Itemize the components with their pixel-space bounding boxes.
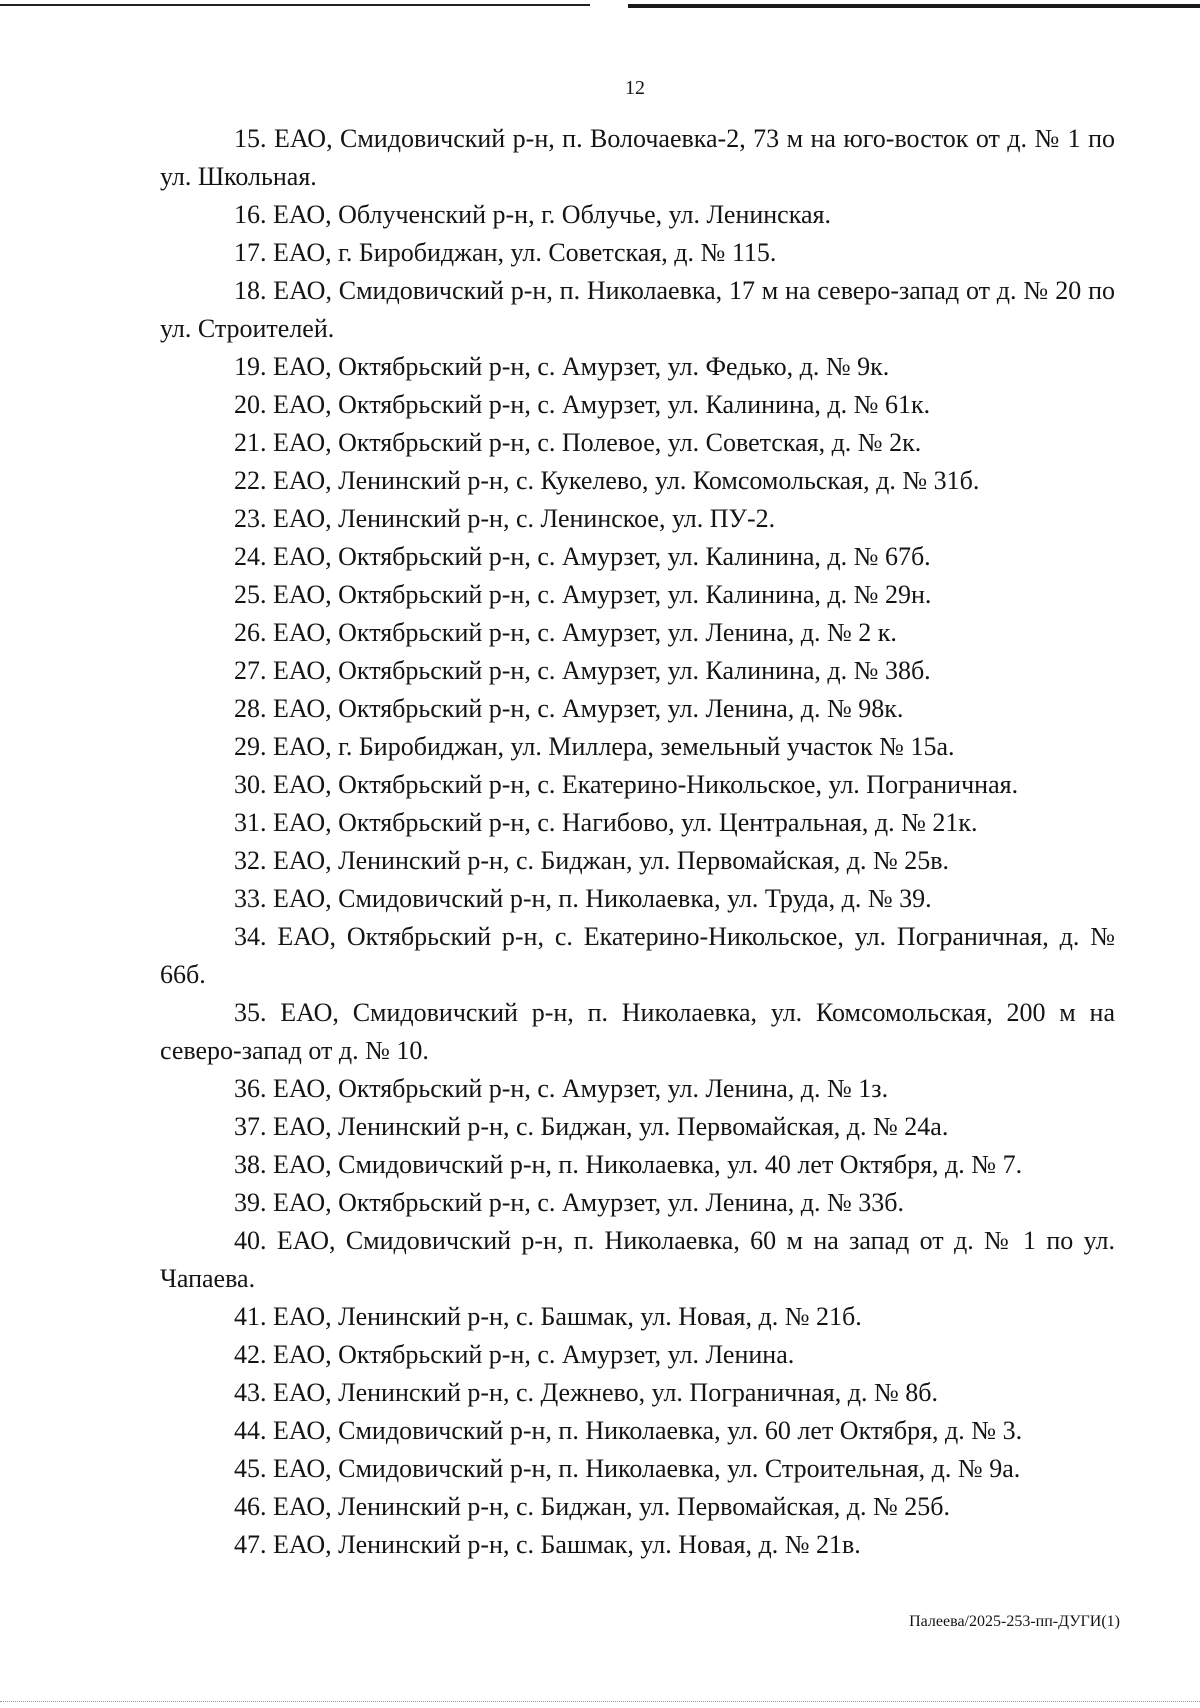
list-item: 37. ЕАО, Ленинский р-н, с. Биджан, ул. Первомайская, д. № 24а. bbox=[234, 1112, 949, 1141]
list-item: 20. ЕАО, Октябрьский р-н, с. Амурзет, ул. Калинина, д. № 61к. bbox=[234, 390, 931, 419]
list-item: 15. ЕАО, Смидовичский р-н, п. Волочаевка-2, 73 м на юго-восток от д. № 1 по ул. Школьная. bbox=[160, 124, 1115, 191]
list-item: 33. ЕАО, Смидовичский р-н, п. Николаевка, ул. Труда, д. № 39. bbox=[234, 884, 932, 913]
list-item: 36. ЕАО, Октябрьский р-н, с. Амурзет, ул. Ленина, д. № 1з. bbox=[234, 1074, 889, 1103]
top-border-line-right bbox=[628, 4, 1200, 8]
list-item: 38. ЕАО, Смидовичский р-н, п. Николаевка, ул. 40 лет Октября, д. № 7. bbox=[234, 1150, 1023, 1179]
list-item: 21. ЕАО, Октябрьский р-н, с. Полевое, ул. Советская, д. № 2к. bbox=[234, 428, 922, 457]
list-item: 46. ЕАО, Ленинский р-н, с. Биджан, ул. Первомайская, д. № 25б. bbox=[234, 1492, 951, 1521]
list-item: 24. ЕАО, Октябрьский р-н, с. Амурзет, ул. Калинина, д. № 67б. bbox=[234, 542, 931, 571]
page-number: 12 bbox=[625, 77, 645, 99]
list-item: 29. ЕАО, г. Биробиджан, ул. Миллера, земельный участок № 15а. bbox=[234, 732, 955, 761]
list-item: 41. ЕАО, Ленинский р-н, с. Башмак, ул. Новая, д. № 21б. bbox=[234, 1302, 862, 1331]
list-item: 27. ЕАО, Октябрьский р-н, с. Амурзет, ул. Калинина, д. № 38б. bbox=[234, 656, 931, 685]
list-item: 43. ЕАО, Ленинский р-н, с. Дежнево, ул. Пограничная, д. № 8б. bbox=[234, 1378, 938, 1407]
list-item: 19. ЕАО, Октябрьский р-н, с. Амурзет, ул. Федько, д. № 9к. bbox=[234, 352, 890, 381]
list-item: 28. ЕАО, Октябрьский р-н, с. Амурзет, ул. Ленина, д. № 98к. bbox=[234, 694, 904, 723]
list-item: 16. ЕАО, Облученский р-н, г. Облучье, ул. Ленинская. bbox=[234, 200, 831, 229]
list-item: 25. ЕАО, Октябрьский р-н, с. Амурзет, ул. Калинина, д. № 29н. bbox=[234, 580, 932, 609]
list-item: 31. ЕАО, Октябрьский р-н, с. Нагибово, ул. Центральная, д. № 21к. bbox=[234, 808, 978, 837]
list-item: 26. ЕАО, Октябрьский р-н, с. Амурзет, ул. Ленина, д. № 2 к. bbox=[234, 618, 897, 647]
list-item: 30. ЕАО, Октябрьский р-н, с. Екатерино-Никольское, ул. Пограничная. bbox=[234, 770, 1019, 799]
list-item: 40. ЕАО, Смидовичский р-н, п. Николаевка, 60 м на запад от д. № 1 по ул. Чапаева. bbox=[160, 1226, 1115, 1293]
list-item: 39. ЕАО, Октябрьский р-н, с. Амурзет, ул. Ленина, д. № 33б. bbox=[234, 1188, 905, 1217]
list-item: 23. ЕАО, Ленинский р-н, с. Ленинское, ул. ПУ-2. bbox=[234, 504, 776, 533]
bottom-scan-edge bbox=[0, 1700, 1200, 1702]
list-item: 18. ЕАО, Смидовичский р-н, п. Николаевка, 17 м на северо-запад от д. № 20 по ул. Строителей. bbox=[160, 276, 1115, 343]
list-item: 44. ЕАО, Смидовичский р-н, п. Николаевка, ул. 60 лет Октября, д. № 3. bbox=[234, 1416, 1023, 1445]
top-border-line-left bbox=[0, 4, 590, 6]
list-item: 47. ЕАО, Ленинский р-н, с. Башмак, ул. Новая, д. № 21в. bbox=[234, 1530, 861, 1559]
document-code: Палеева/2025-253-пп-ДУГИ(1) bbox=[909, 1613, 1120, 1630]
list-item: 45. ЕАО, Смидовичский р-н, п. Николаевка, ул. Строительная, д. № 9а. bbox=[234, 1454, 1021, 1483]
list-item: 22. ЕАО, Ленинский р-н, с. Кукелево, ул. Комсомольская, д. № 31б. bbox=[234, 466, 980, 495]
list-item: 34. ЕАО, Октябрьский р-н, с. Екатерино-Никольское, ул. Пограничная, д. № 66б. bbox=[160, 922, 1115, 989]
list-item: 35. ЕАО, Смидовичский р-н, п. Николаевка, ул. Комсомольская, 200 м на северо-запад от д. № 10. bbox=[160, 998, 1115, 1065]
list-item: 42. ЕАО, Октябрьский р-н, с. Амурзет, ул. Ленина. bbox=[234, 1340, 795, 1369]
list-item: 32. ЕАО, Ленинский р-н, с. Биджан, ул. Первомайская, д. № 25в. bbox=[234, 846, 950, 875]
list-item: 17. ЕАО, г. Биробиджан, ул. Советская, д. № 115. bbox=[234, 238, 777, 267]
address-list bbox=[160, 120, 1115, 1564]
